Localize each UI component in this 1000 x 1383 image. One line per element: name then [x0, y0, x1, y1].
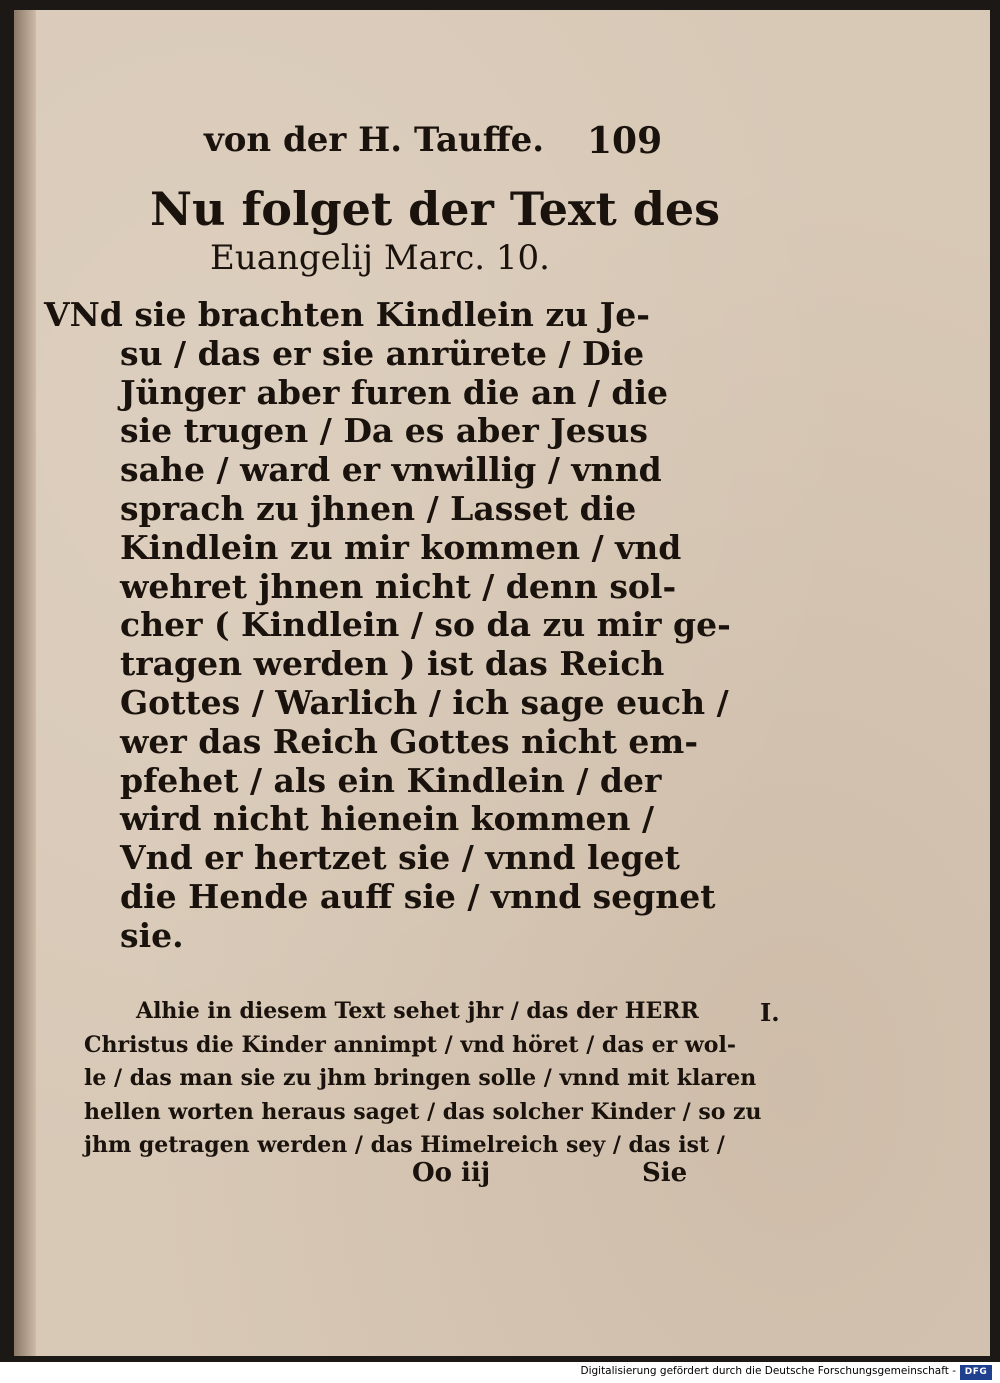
marginal-number: I. [760, 998, 780, 1027]
text-line: sahe / ward er vnwillig / vnnd [120, 450, 662, 490]
funding-note: Digitalisierung gefördert durch die Deutsche Forschungsgemeinschaft - [580, 1365, 956, 1377]
signature-mark: Oo iij [412, 1158, 491, 1188]
digitization-footer [0, 1362, 1000, 1383]
text-line: hellen worten heraus saget / das solcher Kinder / so zu [84, 1098, 762, 1125]
text-line: wehret jhnen nicht / denn sol- [120, 566, 677, 606]
text-line: tragen werden ) ist das Reich [120, 644, 665, 684]
text-line: pfehet / als ein Kindlein / der [120, 760, 662, 800]
text-line: cher ( Kindlein / so da zu mir ge- [120, 605, 731, 645]
text-line: sie. [120, 915, 184, 955]
page-gutter-shadow [14, 10, 36, 1356]
text-line: sprach zu jhnen / Lasset die [120, 488, 637, 528]
text-line: wird nicht hienein kommen / [120, 799, 655, 839]
text-line: Alhie in diesem Text sehet jhr / das der HERR [136, 998, 699, 1024]
catchword: Sie [642, 1158, 688, 1188]
dfg-logo-icon: DFG [960, 1365, 992, 1380]
commentary-text [84, 995, 762, 1163]
text-line: Jünger aber furen die an / die [120, 372, 669, 412]
text-line: Kindlein zu mir kommen / vnd [120, 527, 682, 567]
text-line: VNd sie brachten Kindlein zu Je- [44, 295, 650, 334]
text-line: sie trugen / Da es aber Jesus [120, 411, 648, 451]
text-line: wer das Reich Gottes nicht em- [120, 721, 699, 761]
running-header: von der H. Tauffe. [204, 120, 545, 160]
text-line: su / das er sie anrürete / Die [120, 333, 645, 373]
text-line: Christus die Kinder annimpt / vnd höret / das er wol- [84, 1031, 736, 1058]
scripture-text [44, 295, 731, 956]
text-line: Vnd er hertzet sie / vnnd leget [120, 838, 680, 878]
section-heading-line-2: Euangelij Marc. 10. [210, 238, 550, 278]
section-heading-line-1: Nu folget der Text des [150, 182, 721, 236]
page-number: 109 [587, 120, 663, 162]
text-line: le / das man sie zu jhm bringen solle / vnnd mit klaren [84, 1065, 757, 1091]
text-line: jhm getragen werden / das Himelreich sey / das ist / [84, 1132, 725, 1158]
text-line: die Hende auff sie / vnnd segnet [120, 876, 716, 916]
text-line: Gottes / Warlich / ich sage euch / [120, 682, 729, 722]
book-page [14, 10, 990, 1356]
